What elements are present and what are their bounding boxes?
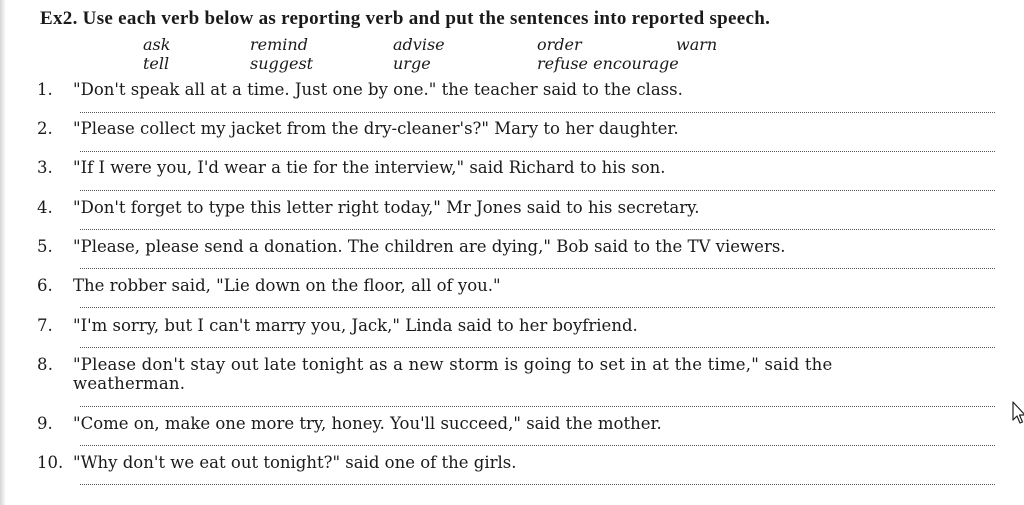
item-text: "Please collect my jacket from the dry-cleaner's?" Mary to her daughter.	[73, 119, 679, 138]
item-number: 2.	[37, 119, 53, 138]
answer-line[interactable]	[80, 406, 995, 407]
item-text: "Come on, make one more try, honey. You'll succeed," said the mother.	[73, 414, 662, 433]
answer-line[interactable]	[80, 229, 995, 230]
answer-line[interactable]	[80, 268, 995, 269]
answer-line[interactable]	[80, 484, 995, 485]
mouse-pointer-icon	[1012, 401, 1024, 425]
list-item	[37, 316, 1022, 335]
item-number: 8.	[37, 355, 54, 374]
item-number: 3.	[37, 158, 53, 177]
item-number: 7.	[37, 316, 53, 335]
list-item	[37, 80, 1022, 99]
answer-line[interactable]	[80, 151, 995, 152]
item-text: "Please don't stay out late tonight as a new storm is going to set in at the time," said the	[73, 355, 833, 374]
list-item	[37, 198, 1022, 217]
list-item	[37, 355, 1022, 393]
verb-urge: urge	[393, 54, 431, 73]
answer-line[interactable]	[80, 190, 995, 191]
verb-advise: advise	[393, 35, 445, 54]
verb-suggest: suggest	[250, 54, 314, 73]
answer-line[interactable]	[80, 307, 995, 308]
item-number: 6.	[37, 276, 53, 295]
item-text: "If I were you, I'd wear a tie for the interview," said Richard to his son.	[73, 158, 666, 177]
item-text: "I'm sorry, but I can't marry you, Jack," Linda said to her boyfriend.	[73, 316, 638, 335]
list-item	[37, 414, 1022, 433]
list-item	[37, 453, 1022, 472]
answer-line[interactable]	[80, 112, 995, 113]
answer-line[interactable]	[80, 445, 995, 446]
exercise-title: Ex2. Use each verb below as reporting verb and put the sentences into reported speech.	[40, 8, 771, 29]
item-number: 9.	[37, 414, 53, 433]
item-text-continued: weatherman.	[73, 374, 186, 393]
list-item	[37, 237, 1022, 256]
item-text: "Don't speak all at a time. Just one by one." the teacher said to the class.	[73, 80, 683, 99]
verb-refuse-encourage: refuse encourage	[537, 54, 679, 73]
list-item	[37, 276, 1022, 295]
verb-warn: warn	[676, 35, 718, 54]
verb-remind: remind	[250, 35, 308, 54]
item-text: The robber said, "Lie down on the floor, all of you."	[73, 276, 501, 295]
item-number: 4.	[37, 198, 53, 217]
page-edge-shadow	[0, 0, 6, 505]
verb-ask: ask	[143, 35, 171, 54]
answer-line[interactable]	[80, 347, 995, 348]
list-item	[37, 119, 1022, 138]
verb-order: order	[537, 35, 582, 54]
item-text: "Don't forget to type this letter right today," Mr Jones said to his secretary.	[73, 198, 700, 217]
item-number: 5.	[37, 237, 53, 256]
item-number: 10.	[37, 453, 64, 472]
item-text: "Why don't we eat out tonight?" said one of the girls.	[73, 453, 517, 472]
item-text: "Please, please send a donation. The children are dying," Bob said to the TV viewers.	[73, 237, 786, 256]
verb-tell: tell	[143, 54, 170, 73]
list-item	[37, 158, 1022, 177]
item-number: 1.	[37, 80, 53, 99]
